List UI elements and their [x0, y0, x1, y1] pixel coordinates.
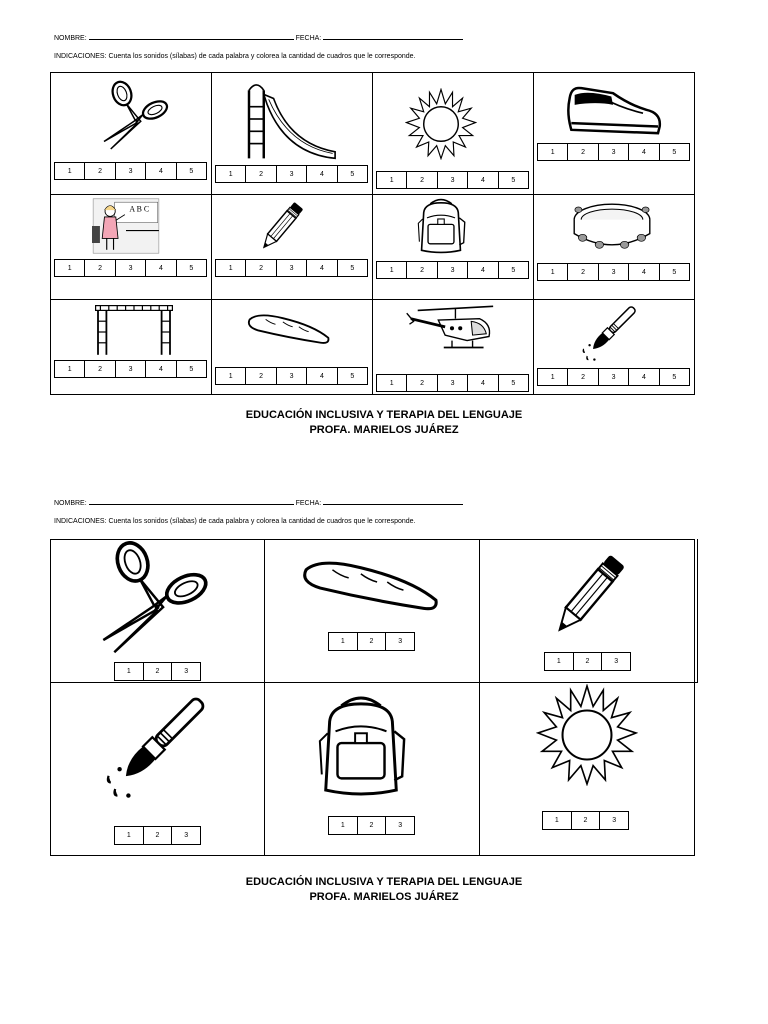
syllable-box[interactable]: 2 — [144, 663, 173, 680]
syllable-box[interactable]: 1 — [329, 817, 358, 834]
syllable-box[interactable]: 2 — [574, 653, 603, 670]
syllable-box[interactable]: 3 — [438, 262, 468, 278]
sheet2-header — [54, 498, 463, 507]
syllable-boxes-scissors[interactable] — [114, 662, 201, 681]
syllable-box[interactable]: 3 — [599, 144, 629, 160]
syllable-box[interactable]: 1 — [543, 812, 572, 829]
syllable-box[interactable]: 3 — [116, 260, 146, 276]
syllable-box[interactable]: 2 — [407, 262, 437, 278]
backpack-picture — [312, 686, 410, 806]
syllable-box[interactable]: 5 — [511, 176, 516, 184]
grid-divider — [479, 539, 480, 856]
syllable-box[interactable]: 1 — [55, 163, 85, 179]
syllable-box[interactable]: 4 — [146, 260, 176, 276]
syllable-box[interactable]: 3 — [398, 638, 403, 645]
pencil-picture — [540, 548, 636, 644]
syllable-box[interactable]: 3 — [599, 369, 629, 385]
sun-picture — [536, 684, 638, 786]
syllable-box[interactable]: 2 — [85, 260, 115, 276]
syllable-box[interactable]: 4 — [468, 172, 498, 188]
fecha-line[interactable] — [323, 33, 463, 40]
paintbrush-picture — [580, 302, 640, 362]
syllable-box[interactable]: 4 — [629, 264, 659, 280]
grid-divider — [50, 194, 695, 195]
syllable-box[interactable]: 1 — [545, 653, 574, 670]
syllable-boxes-slide[interactable] — [215, 165, 368, 183]
pencil-picture — [252, 198, 310, 256]
syllable-box[interactable]: 4 — [307, 368, 337, 384]
syllable-box[interactable]: 5 — [672, 148, 677, 156]
syllable-box[interactable]: 5 — [511, 266, 516, 274]
helicopter-picture — [404, 300, 500, 362]
syllable-box[interactable]: 2 — [85, 163, 115, 179]
sun-picture — [405, 88, 477, 160]
fecha-label: FECHA: — [295, 500, 322, 507]
syllable-box[interactable]: 1 — [115, 827, 144, 844]
grid-divider — [697, 539, 698, 682]
syllable-boxes-scissors[interactable] — [54, 162, 207, 180]
nombre-label: NOMBRE: — [54, 500, 87, 507]
slide-picture — [240, 78, 340, 160]
syllable-box[interactable]: 3 — [438, 375, 468, 391]
grid-divider — [372, 72, 373, 395]
teacher-picture — [92, 196, 160, 256]
syllable-box[interactable]: 4 — [146, 361, 176, 377]
syllable-box[interactable]: 5 — [350, 264, 355, 272]
syllable-box[interactable]: 4 — [307, 260, 337, 276]
syllable-box[interactable]: 3 — [184, 832, 189, 839]
syllable-box[interactable]: 1 — [377, 375, 407, 391]
syllable-box[interactable]: 1 — [377, 172, 407, 188]
syllable-box[interactable]: 1 — [216, 368, 246, 384]
syllable-box[interactable]: 5 — [672, 268, 677, 276]
paintbrush-picture — [102, 690, 212, 800]
syllable-box[interactable]: 2 — [246, 368, 276, 384]
syllable-box[interactable]: 2 — [568, 369, 598, 385]
sheet1-instructions: INDICACIONES: Cuenta los sonidos (sílabas) de cada palabra y colorea la cantidad de cuadros que le corresponde. — [54, 53, 416, 60]
syllable-box[interactable]: 2 — [246, 166, 276, 182]
syllable-box[interactable]: 1 — [538, 264, 568, 280]
syllable-boxes-backpack[interactable] — [376, 261, 529, 279]
grid-divider — [533, 72, 534, 395]
syllable-box[interactable]: 2 — [568, 264, 598, 280]
sheet2-footer — [0, 875, 768, 905]
nombre-label: NOMBRE: — [54, 35, 87, 42]
syllable-box[interactable]: 3 — [398, 822, 403, 829]
syllable-box[interactable]: 1 — [55, 361, 85, 377]
syllable-boxes-sun[interactable] — [376, 171, 529, 189]
syllable-boxes-pencil[interactable] — [544, 652, 631, 671]
syllable-box[interactable]: 1 — [55, 260, 85, 276]
bread-picture — [246, 306, 332, 350]
syllable-box[interactable]: 2 — [358, 817, 387, 834]
syllable-boxes-shoe[interactable] — [537, 143, 690, 161]
syllable-box[interactable]: 3 — [277, 260, 307, 276]
syllable-box[interactable]: 4 — [146, 163, 176, 179]
syllable-box[interactable]: 2 — [85, 361, 115, 377]
syllable-box[interactable]: 5 — [511, 379, 516, 387]
shoe-picture — [563, 78, 663, 140]
syllable-box[interactable]: 4 — [468, 375, 498, 391]
syllable-box[interactable]: 4 — [629, 369, 659, 385]
grid-divider — [50, 299, 695, 300]
syllable-box[interactable]: 5 — [189, 264, 194, 272]
syllable-boxes-paintbrush[interactable] — [537, 368, 690, 386]
footer-author: PROFA. MARIELOS JUÁREZ — [309, 891, 459, 903]
syllable-boxes-paintbrush[interactable] — [114, 826, 201, 845]
fecha-line[interactable] — [323, 498, 463, 505]
scissors-picture — [92, 80, 182, 155]
syllable-box[interactable]: 2 — [144, 827, 173, 844]
syllable-boxes-bread[interactable] — [215, 367, 368, 385]
syllable-box[interactable]: 3 — [277, 368, 307, 384]
syllable-boxes-tambourine[interactable] — [537, 263, 690, 281]
syllable-box[interactable]: 1 — [216, 260, 246, 276]
nombre-line[interactable] — [89, 498, 294, 505]
syllable-box[interactable]: 2 — [407, 375, 437, 391]
monkey-bars-picture — [86, 302, 182, 356]
syllable-box[interactable]: 3 — [184, 668, 189, 675]
syllable-box[interactable]: 3 — [438, 172, 468, 188]
footer-title: EDUCACIÓN INCLUSIVA Y TERAPIA DEL LENGUAJE — [245, 409, 523, 421]
syllable-box[interactable]: 5 — [189, 167, 194, 175]
tambourine-picture — [570, 200, 654, 256]
syllable-box[interactable]: 1 — [538, 369, 568, 385]
bread-picture — [300, 552, 442, 616]
syllable-box[interactable]: 1 — [216, 166, 246, 182]
syllable-box[interactable]: 2 — [568, 144, 598, 160]
syllable-box[interactable]: 1 — [538, 144, 568, 160]
syllable-box[interactable]: 4 — [468, 262, 498, 278]
syllable-box[interactable]: 1 — [115, 663, 144, 680]
syllable-boxes-backpack[interactable] — [328, 816, 415, 835]
syllable-box[interactable]: 5 — [350, 170, 355, 178]
grid-divider — [264, 539, 265, 856]
syllable-box[interactable]: 5 — [350, 372, 355, 380]
syllable-box[interactable]: 2 — [407, 172, 437, 188]
nombre-line[interactable] — [89, 33, 294, 40]
sheet2-instructions: INDICACIONES: Cuenta los sonidos (sílabas) de cada palabra y colorea la cantidad de cuadros que le corresponde. — [54, 518, 416, 525]
backpack-picture — [414, 196, 468, 256]
footer-author: PROFA. MARIELOS JUÁREZ — [309, 424, 459, 436]
syllable-box[interactable]: 3 — [599, 264, 629, 280]
grid-divider — [50, 682, 698, 683]
syllable-boxes-pencil[interactable] — [215, 259, 368, 277]
syllable-box[interactable]: 3 — [116, 361, 146, 377]
sheet1-footer — [0, 408, 768, 438]
syllable-box[interactable]: 3 — [612, 817, 617, 824]
syllable-box[interactable]: 1 — [377, 262, 407, 278]
syllable-box[interactable]: 2 — [246, 260, 276, 276]
syllable-box[interactable]: 4 — [629, 144, 659, 160]
syllable-box[interactable]: 4 — [307, 166, 337, 182]
syllable-boxes-bread[interactable] — [328, 632, 415, 651]
syllable-box[interactable]: 2 — [572, 812, 601, 829]
footer-title: EDUCACIÓN INCLUSIVA Y TERAPIA DEL LENGUAJE — [245, 876, 523, 888]
syllable-box[interactable]: 2 — [358, 633, 387, 650]
grid-divider — [211, 72, 212, 395]
syllable-box[interactable]: 5 — [672, 373, 677, 381]
syllable-box[interactable]: 5 — [189, 365, 194, 373]
syllable-boxes-sun[interactable] — [542, 811, 629, 830]
syllable-boxes-helicopter[interactable] — [376, 374, 529, 392]
syllable-box[interactable]: 1 — [329, 633, 358, 650]
sheet1-header — [54, 33, 463, 42]
syllable-box[interactable]: 3 — [277, 166, 307, 182]
syllable-box[interactable]: 3 — [614, 658, 619, 665]
syllable-boxes-monkey-bars[interactable] — [54, 360, 207, 378]
scissors-picture — [82, 540, 232, 662]
syllable-boxes-teacher[interactable] — [54, 259, 207, 277]
syllable-box[interactable]: 3 — [116, 163, 146, 179]
fecha-label: FECHA: — [295, 35, 322, 42]
